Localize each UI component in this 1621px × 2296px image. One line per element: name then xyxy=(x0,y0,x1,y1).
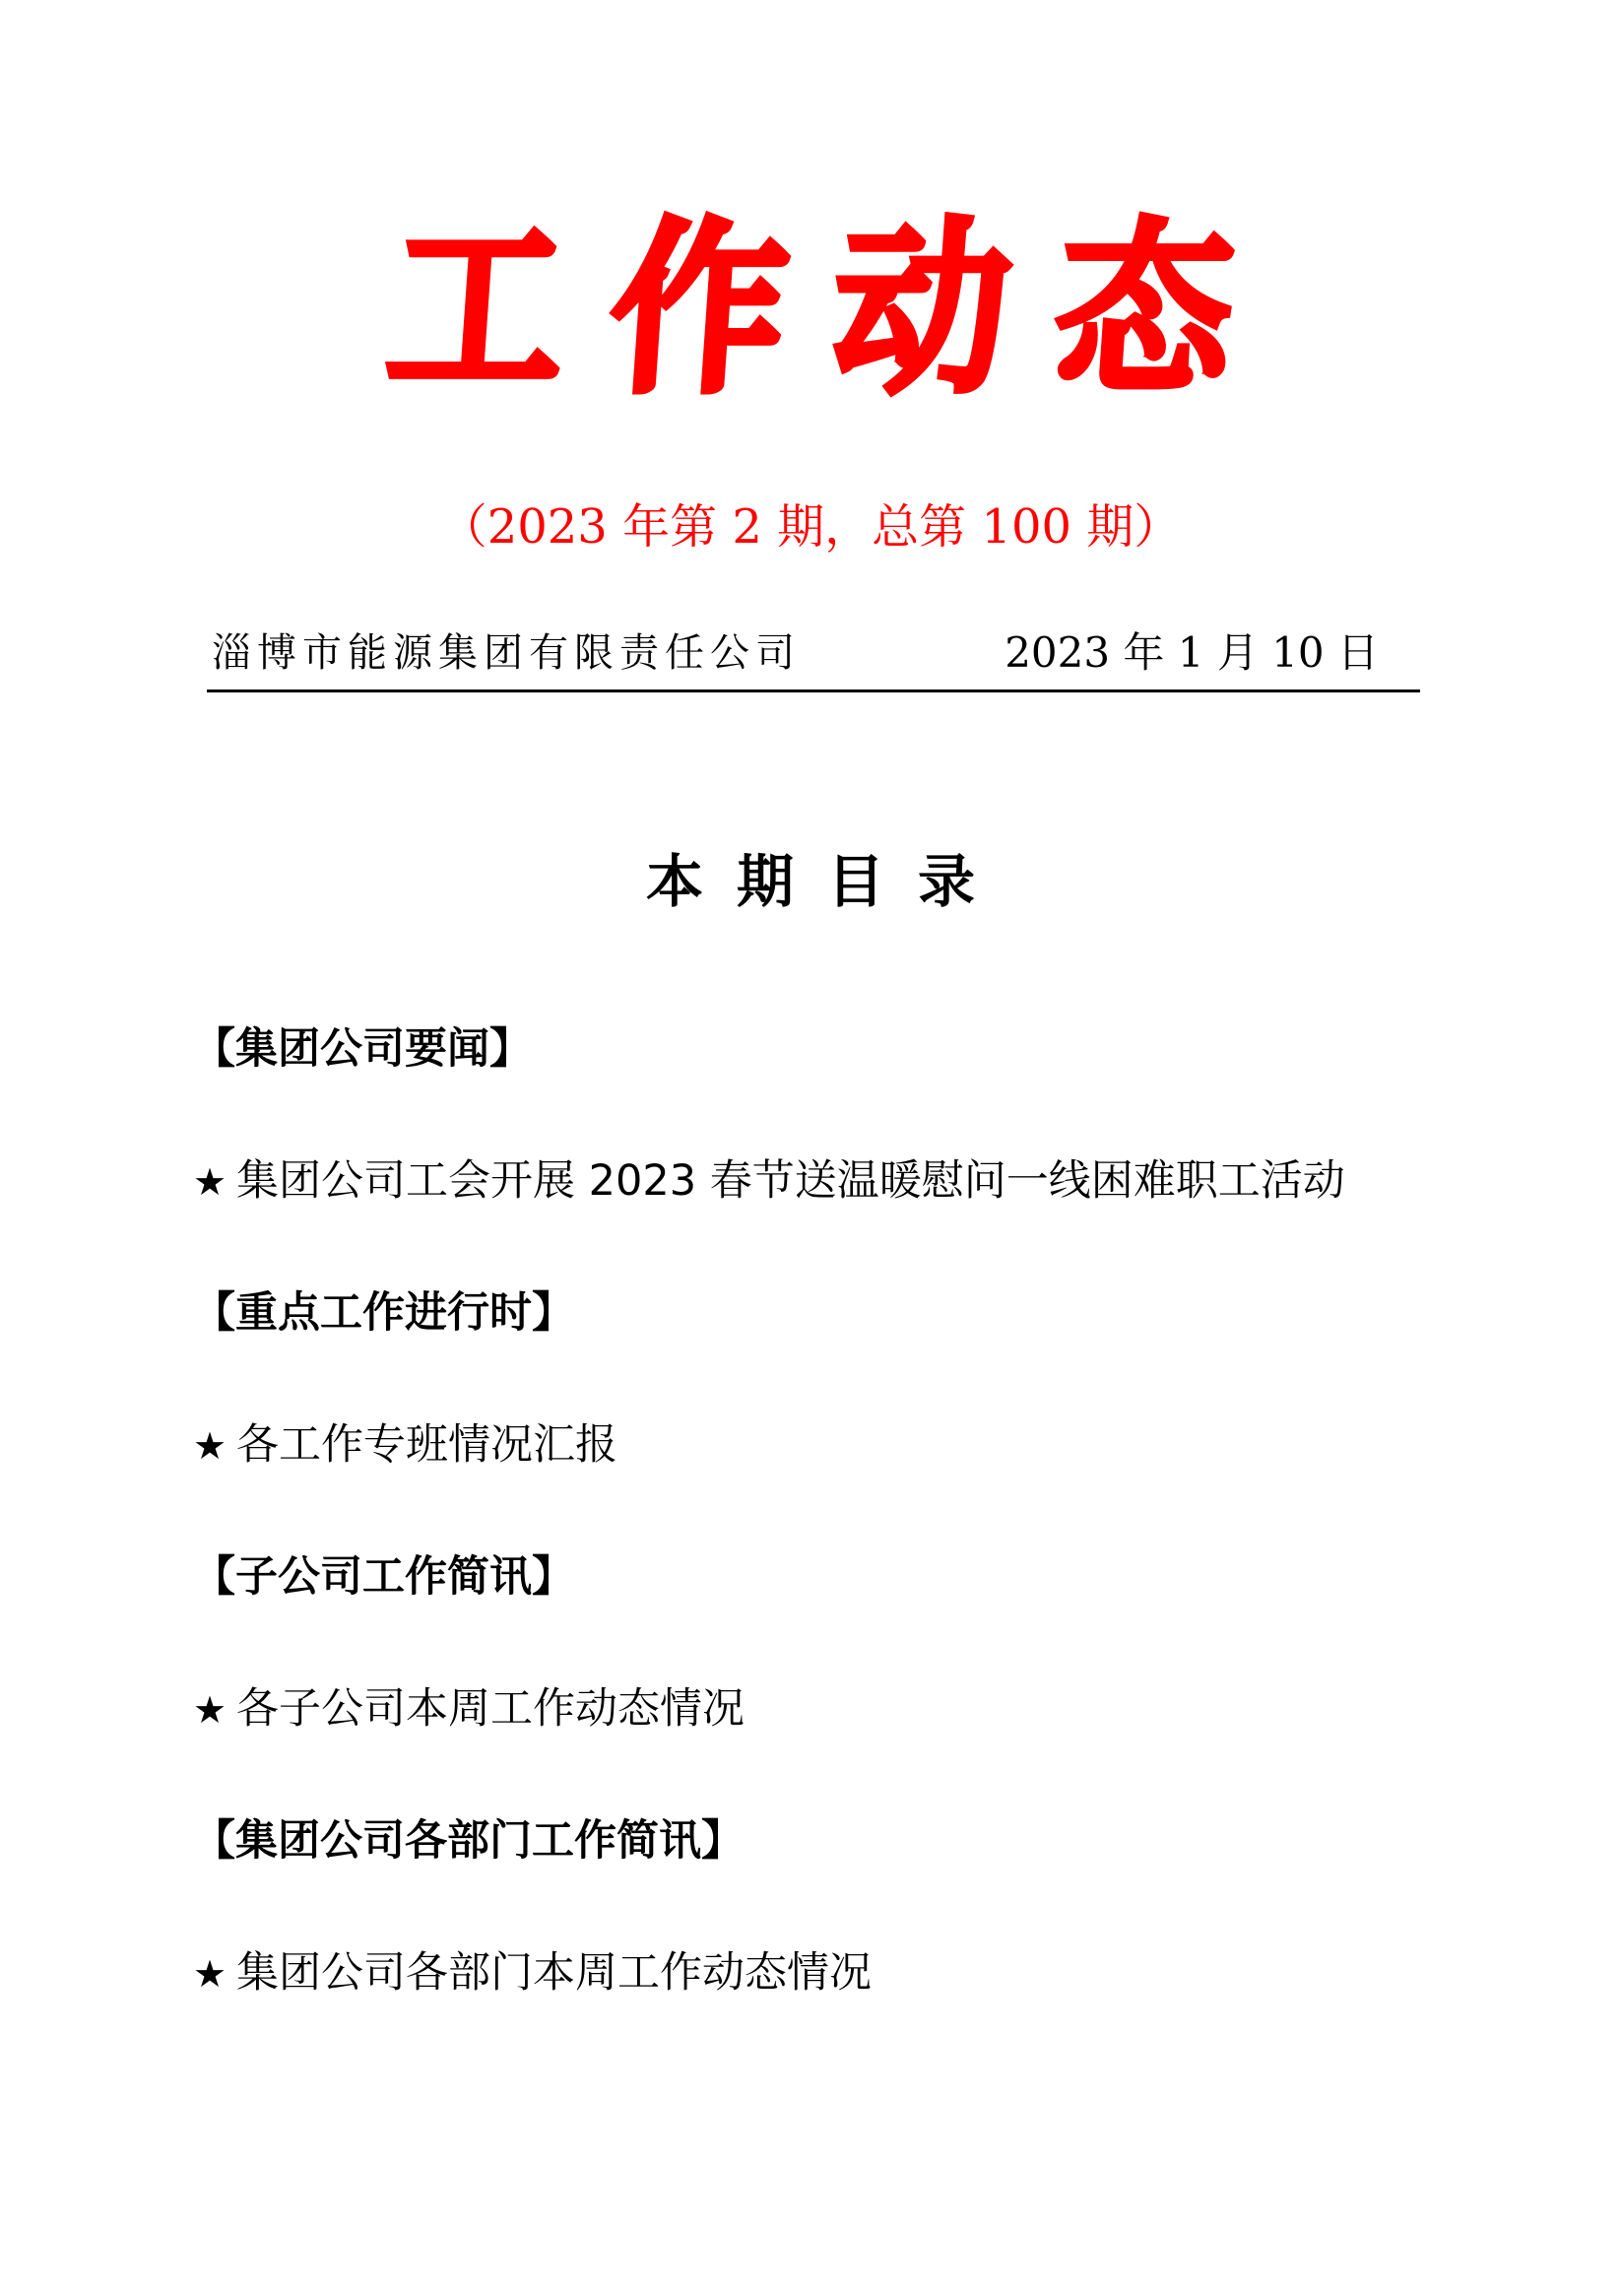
toc-section-group-news[interactable] xyxy=(193,1015,1473,1147)
toc-item-task-force-reports[interactable] xyxy=(193,1410,1473,1542)
toc-section-label: 【重点工作进行时】 xyxy=(193,1288,574,1338)
star-icon: ★ xyxy=(193,1952,227,1996)
publisher-name: 淄博市能源集团有限责任公司 xyxy=(212,630,801,676)
toc-item-label: 各子公司本周工作动态情况 xyxy=(236,1684,745,1734)
toc-item-label: 集团公司各部门本周工作动态情况 xyxy=(236,1948,872,1998)
toc-item-subsidiary-weekly[interactable] xyxy=(193,1674,1473,1806)
header-row xyxy=(207,619,1418,688)
toc-section-label: 【子公司工作简讯】 xyxy=(193,1552,574,1602)
toc-section-label: 【集团公司要闻】 xyxy=(193,1024,532,1074)
issue-number: （2023 年第 2 期，总第 100 期） xyxy=(439,499,1182,555)
toc-title: 本期目录 xyxy=(645,848,1008,915)
toc-item-department-weekly[interactable] xyxy=(193,1938,1473,2070)
toc-section-department-news[interactable] xyxy=(193,1806,1473,1938)
table-of-contents xyxy=(193,1015,1473,2070)
issue-date: 2023 年 1 月 10 日 xyxy=(1005,628,1379,677)
toc-item-label: 各工作专班情况汇报 xyxy=(236,1420,617,1470)
toc-item-label: 集团公司工会开展 2023 春节送温暖慰问一线困难职工活动 xyxy=(236,1156,1345,1206)
masthead-title: 工作动态 xyxy=(381,201,1287,419)
star-icon: ★ xyxy=(193,1160,227,1204)
star-icon: ★ xyxy=(193,1424,227,1468)
toc-item-union-visit[interactable] xyxy=(193,1147,1473,1279)
toc-section-subsidiary-news[interactable] xyxy=(193,1542,1473,1674)
header-divider xyxy=(207,689,1420,692)
star-icon: ★ xyxy=(193,1688,227,1732)
toc-section-key-work[interactable] xyxy=(193,1279,1473,1410)
toc-section-label: 【集团公司各部门工作简讯】 xyxy=(193,1816,744,1866)
